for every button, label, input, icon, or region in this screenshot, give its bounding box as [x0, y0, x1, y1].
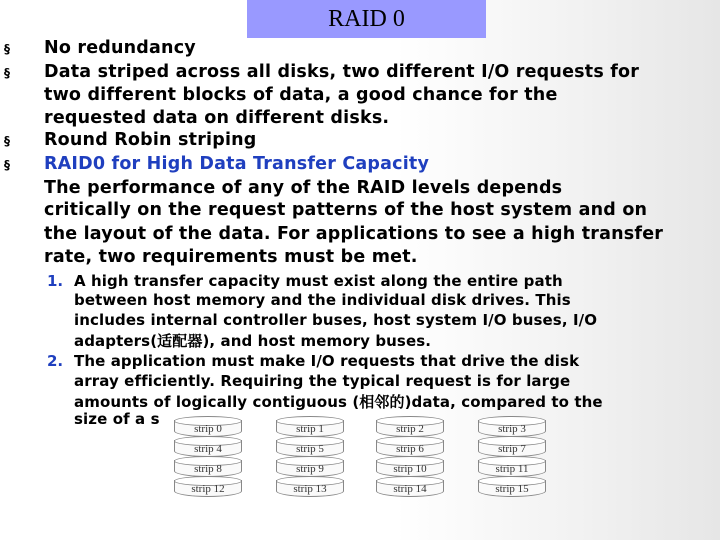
requirement-number: 1. — [47, 272, 64, 290]
disk-strip: strip 5 — [276, 436, 344, 456]
bullet-marker: § — [4, 66, 10, 80]
disk-strip: strip 2 — [376, 416, 444, 436]
disk-strip: strip 6 — [376, 436, 444, 456]
disk-2 — [376, 416, 444, 496]
disk-strip: strip 13 — [276, 476, 344, 496]
requirement-text: array efficiently. Requiring the typical request is for large — [74, 372, 571, 390]
disk-1 — [276, 416, 344, 496]
requirement-text: size of a s — [74, 410, 160, 428]
paragraph-text: The performance of any of the RAID levels depends — [44, 178, 563, 198]
requirement-text: includes internal controller buses, host system I/O buses, I/O — [74, 311, 598, 329]
disk-strip: strip 0 — [174, 416, 242, 436]
disk-strip: strip 11 — [478, 456, 546, 476]
disk-strip: strip 14 — [376, 476, 444, 496]
disk-strip: strip 10 — [376, 456, 444, 476]
bullet-text: Round Robin striping — [44, 130, 257, 150]
disk-strip: strip 7 — [478, 436, 546, 456]
disk-strip: strip 1 — [276, 416, 344, 436]
bullet-text-highlight: RAID0 for High Data Transfer Capacity — [44, 154, 430, 174]
disk-strip: strip 9 — [276, 456, 344, 476]
disk-strip: strip 12 — [174, 476, 242, 496]
disk-3 — [478, 416, 546, 496]
paragraph-text: the layout of the data. For applications to see a high transfer — [44, 224, 664, 244]
disk-0 — [174, 416, 242, 496]
bullet-text: requested data on different disks. — [44, 108, 390, 128]
bullet-text: two different blocks of data, a good chance for the — [44, 85, 558, 105]
disk-strip: strip 3 — [478, 416, 546, 436]
paragraph-text: rate, two requirements must be met. — [44, 247, 418, 267]
requirement-text: adapters(适配器), and host memory buses. — [74, 332, 432, 350]
bullet-marker: § — [4, 42, 10, 56]
bullet-marker: § — [4, 134, 10, 148]
requirement-number: 2. — [47, 352, 64, 370]
disk-strip: strip 4 — [174, 436, 242, 456]
disk-strip: strip 8 — [174, 456, 242, 476]
requirement-text: amounts of logically contiguous (相邻的)data, compared to the — [74, 393, 603, 411]
bullet-text: Data striped across all disks, two different I/O requests for — [44, 62, 640, 82]
requirement-text: A high transfer capacity must exist along the entire path — [74, 272, 563, 290]
requirement-text: The application must make I/O requests that drive the disk — [74, 352, 580, 370]
slide-title: RAID 0 — [247, 0, 486, 38]
requirement-text: between host memory and the individual disk drives. This — [74, 291, 571, 309]
paragraph-text: critically on the request patterns of the host system and on — [44, 200, 648, 220]
bullet-text: No redundancy — [44, 38, 196, 58]
disk-strip: strip 15 — [478, 476, 546, 496]
bullet-marker: § — [4, 158, 10, 172]
